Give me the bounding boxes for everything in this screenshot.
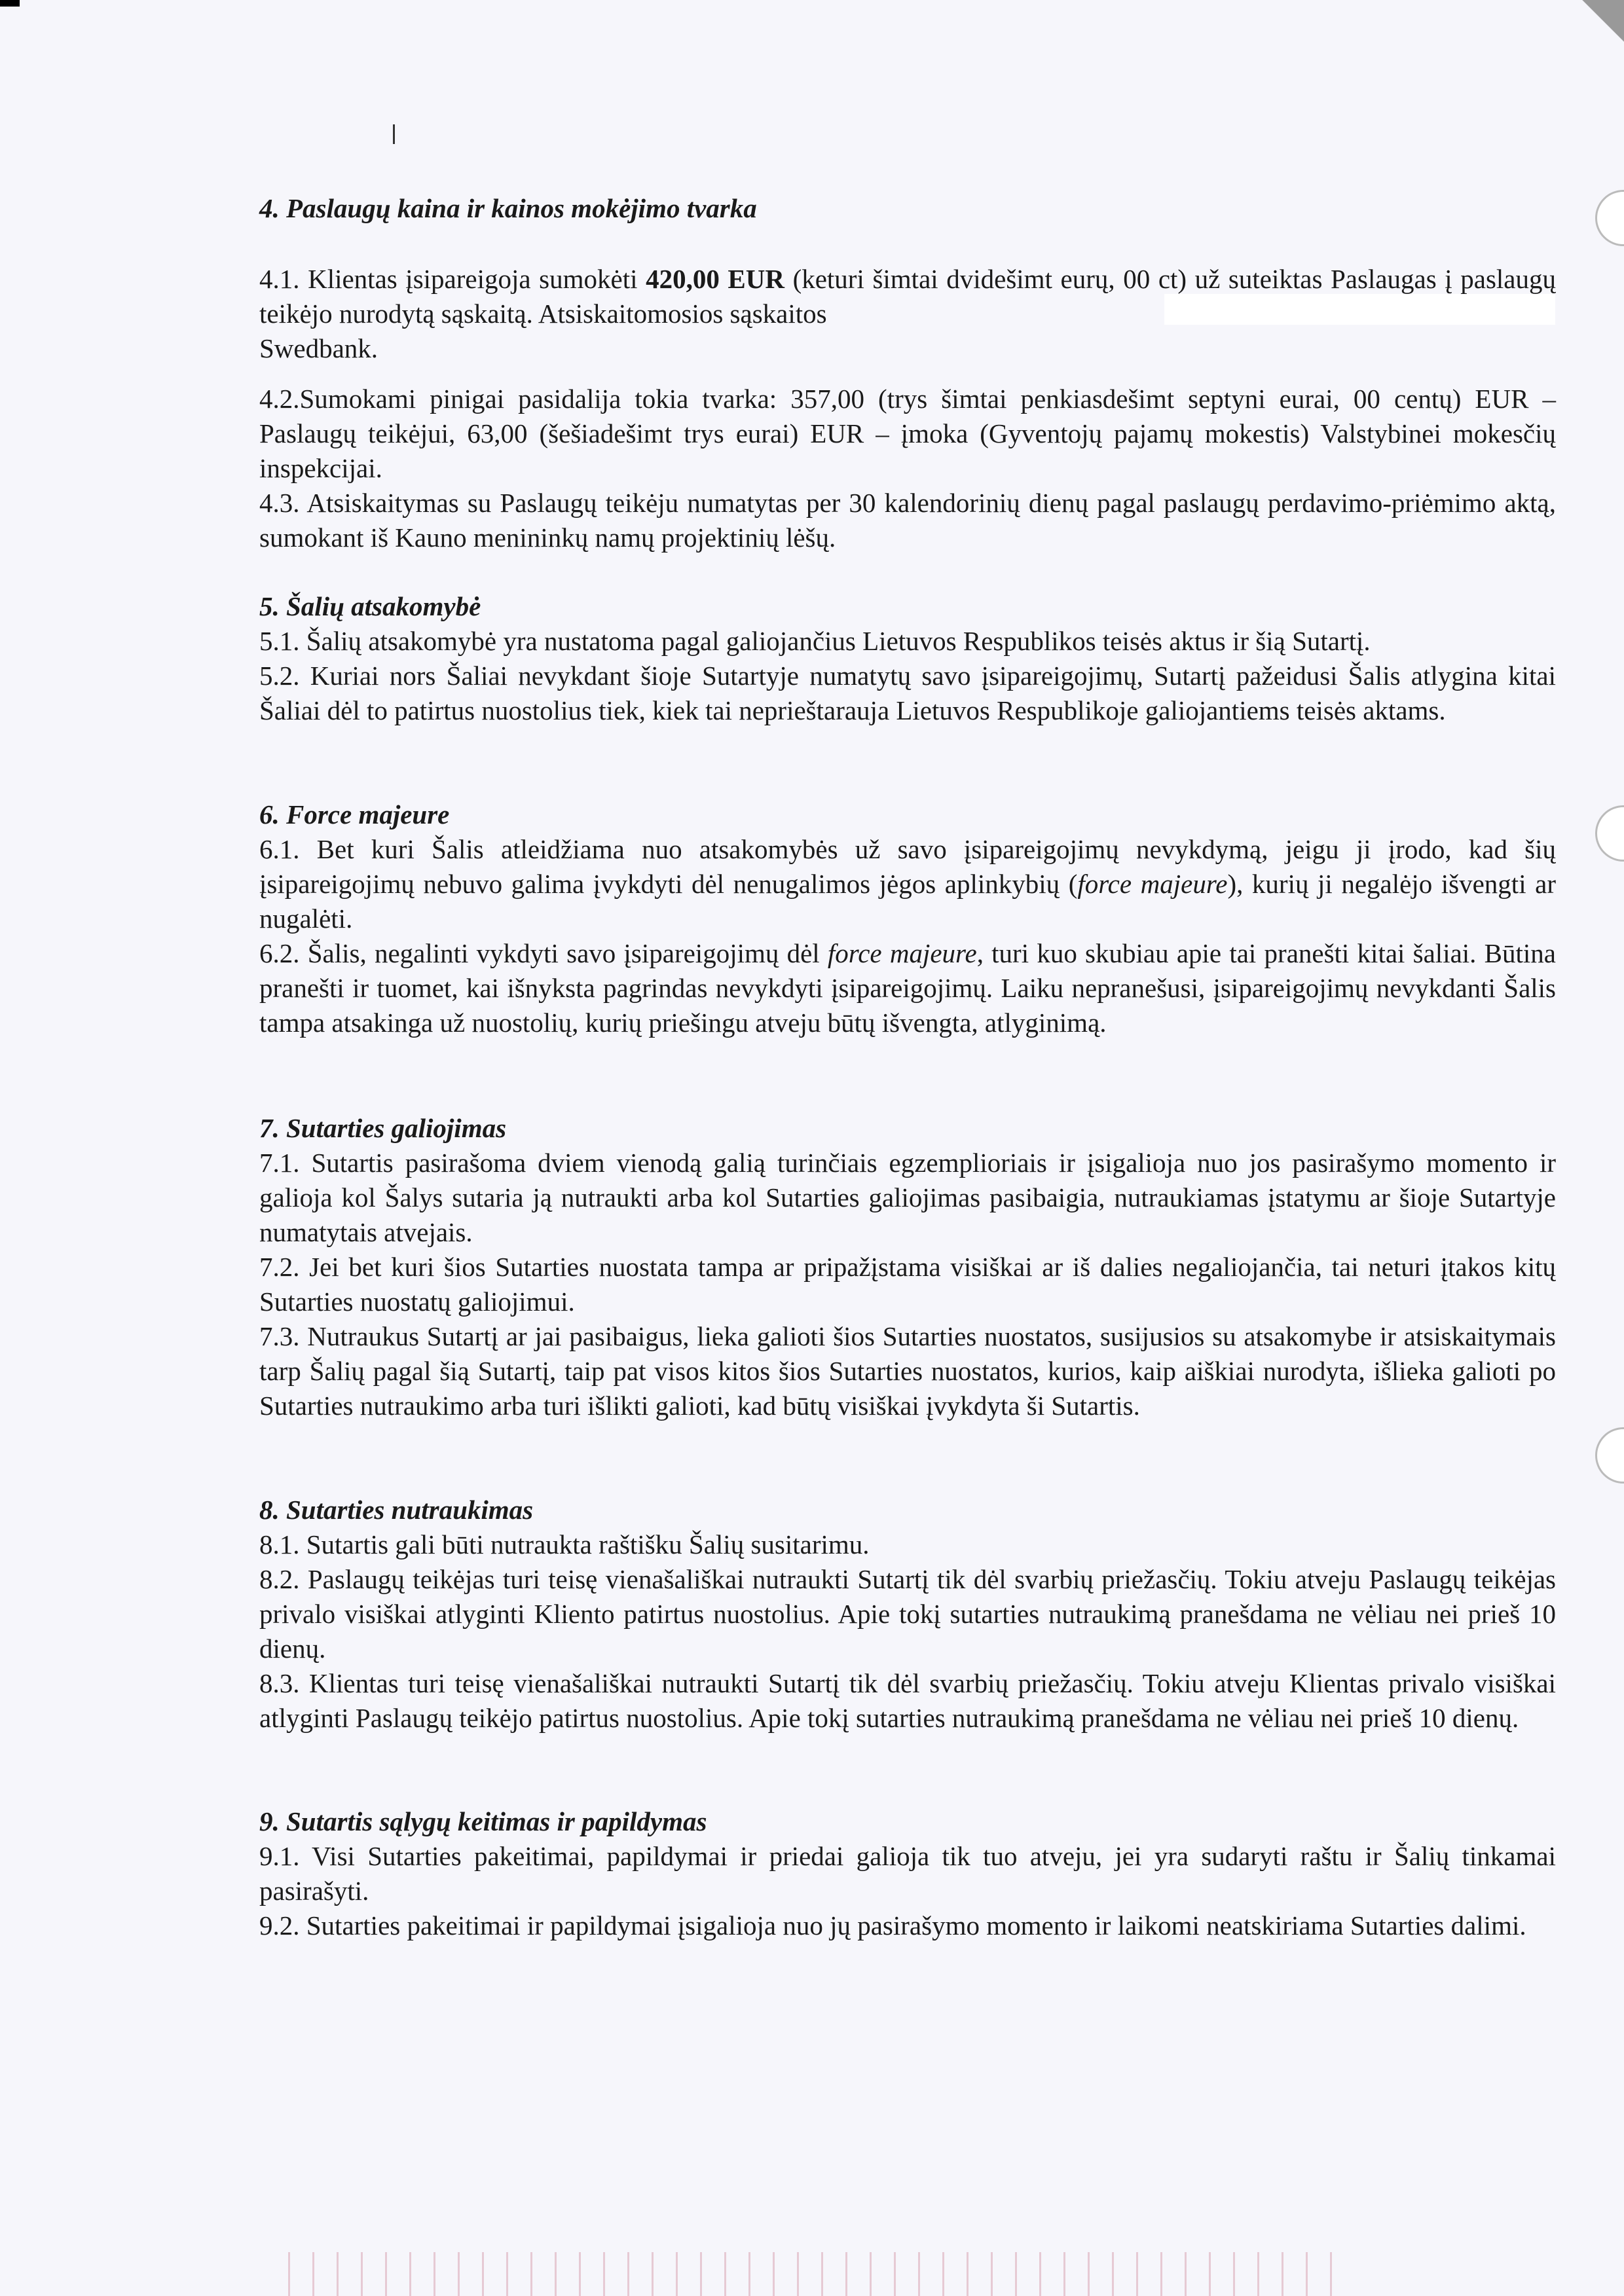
clause-7-3: 7.3. Nutraukus Sutartį ar jai pasibaigus, lieka galioti šios Sutarties nuostatos, susijusios su atsakomybe ir atsiskaitymais tarp Šalių pagal šią Sutartį, taip pat visos kitos šios Sutarties nuostatos, kurios, kaip aiškiai nurodyta, išlieka galioti po Sutarties nutraukimo arba turi išlikti galioti, kad būtų visiškai įvykdyta ši Sutartis.	[259, 1321, 1556, 1421]
section-heading: 8. Sutarties nutraukimas	[259, 1495, 534, 1525]
clause-6-1	[259, 832, 1556, 936]
scan-speck	[393, 124, 395, 144]
section-heading: 6. Force majeure	[259, 799, 450, 829]
clause-5-2: 5.2. Kuriai nors Šaliai nevykdant šioje Sutartyje numatytų savo įsipareigojimų, Sutartį pažeidusi Šalis atlygina kitai Šaliai dėl to patirtus nuostolius tiek, kiek tai neprieštarauja Lietuvos Respublikoje galiojantiems teisės aktams.	[259, 661, 1556, 725]
redacted-account-number	[1164, 294, 1555, 325]
punch-hole	[1595, 805, 1624, 862]
clause-text: 4.1. Klientas įsipareigoja sumokėti	[259, 264, 646, 294]
section-7	[259, 1111, 1556, 1423]
clause-text: ), kurių ji negalėjo išvengti ar nugalėti.	[259, 869, 1556, 934]
clause-9-1: 9.1. Visi Sutarties pakeitimai, papildymai ir priedai galioja tik tuo atveju, jei yra sudaryti raštu ir Šalių tinkamai pasirašyti.	[259, 1841, 1556, 1906]
italic-term: force majeure	[1077, 869, 1228, 899]
clause-8-1: 8.1. Sutartis gali būti nutraukta raštišku Šalių susitarimu.	[259, 1529, 870, 1559]
clause-text: , turi kuo skubiau apie tai pranešti kitai šaliai. Būtina pranešti ir tuomet, kai išnyksta pagrindas nevykdyti įsipareigojimų. Laiku nepranešusi, įsipareigojimų nevykdanti Šalis tampa atsakinga už nuostolių, kurių priešingu atveju būtų išvengta, atlyginimą.	[259, 938, 1556, 1038]
amount: 420,00 EUR	[646, 264, 784, 294]
section-8	[259, 1493, 1556, 1736]
section-heading: 7. Sutarties galiojimas	[259, 1113, 507, 1143]
clause-6-2	[259, 936, 1556, 1040]
section-heading: 4. Paslaugų kaina ir kainos mokėjimo tvarka	[259, 193, 757, 223]
bleed-through-marks	[288, 2252, 1336, 2296]
section-4	[259, 191, 1556, 555]
section-9	[259, 1804, 1556, 1943]
folded-corner	[1578, 0, 1624, 46]
section-6	[259, 797, 1556, 1040]
punch-hole	[1595, 190, 1624, 246]
clause-9-2: 9.2. Sutarties pakeitimai ir papildymai įsigalioja nuo jų pasirašymo momento ir laikomi neatskiriama Sutarties dalimi.	[259, 1910, 1526, 1941]
scan-edge-mark	[0, 0, 20, 7]
clause-4-3: 4.3. Atsiskaitymas su Paslaugų teikėju numatytas per 30 kalendorinių dienų pagal paslaugų perdavimo-priėmimo aktą, sumokant iš Kauno menininkų namų projektinių lėšų.	[259, 488, 1556, 553]
section-5	[259, 589, 1556, 728]
punch-hole	[1595, 1427, 1624, 1484]
clause-5-1: 5.1. Šalių atsakomybė yra nustatoma pagal galiojančius Lietuvos Respublikos teisės aktus ir šią Sutartį.	[259, 626, 1371, 656]
clause-text: 6.1. Bet kuri Šalis atleidžiama nuo atsakomybės už savo įsipareigojimų nevykdymą, jeigu ji įrodo, kad šių įsipareigojimų nebuvo galima įvykdyti dėl nenugalimos jėgos aplinkybių (	[259, 834, 1556, 899]
section-heading: 9. Sutartis sąlygų keitimas ir papildymas	[259, 1806, 707, 1836]
clause-8-3: 8.3. Klientas turi teisę vienašališkai nutraukti Sutartį tik dėl svarbių priežasčių. Tokiu atveju Klientas privalo visiškai atlyginti Paslaugų teikėjo patirtus nuostolius. Apie tokį sutarties nutraukimą pranešdama ne vėliau nei prieš 10 dienų.	[259, 1668, 1556, 1733]
section-heading: 5. Šalių atsakomybė	[259, 591, 481, 621]
clause-text: 6.2. Šalis, negalinti vykdyti savo įsipareigojimų dėl	[259, 938, 828, 968]
clause-text: (keturi šimtai dvidešimt eurų, 00 ct) už suteiktas Paslaugas į paslaugų teikėjo nurodytą sąskaitą. Atsiskaitomosios sąskaitos	[259, 264, 1556, 329]
italic-term: force majeure	[827, 938, 977, 968]
clause-7-2: 7.2. Jei bet kuri šios Sutarties nuostata tampa ar pripažįstama visiškai ar iš dalies negaliojančia, tai neturi įtakos kitų Sutarties nuostatų galiojimui.	[259, 1252, 1556, 1317]
clause-7-1: 7.1. Sutartis pasirašoma dviem vienodą galią turinčiais egzemplioriais ir įsigalioja nuo jos pasirašymo momento ir galioja kol Šalys sutaria ją nutraukti arba kol Sutarties galiojimas pasibaigia, nutraukiamas įstatymu ar šioje Sutartyje numatytais atvejais.	[259, 1148, 1556, 1247]
clause-8-2: 8.2. Paslaugų teikėjas turi teisę vienašališkai nutraukti Sutartį tik dėl svarbių priežasčių. Tokiu atveju Paslaugų teikėjas privalo visiškai atlyginti Kliento patirtus nuostolius. Apie tokį sutarties nutraukimą pranešdama ne vėliau nei prieš 10 dienų.	[259, 1564, 1556, 1664]
clause-4-2: 4.2.Sumokami pinigai pasidalija tokia tvarka: 357,00 (trys šimtai penkiasdešimt septyni eurai, 00 centų) EUR – Paslaugų teikėjui, 63,00 (šešiadešimt trys eurai) EUR – įmoka (Gyventojų pajamų mokestis) Valstybinei mokesčių inspekcijai.	[259, 384, 1556, 483]
clause-text: Swedbank.	[259, 333, 378, 363]
